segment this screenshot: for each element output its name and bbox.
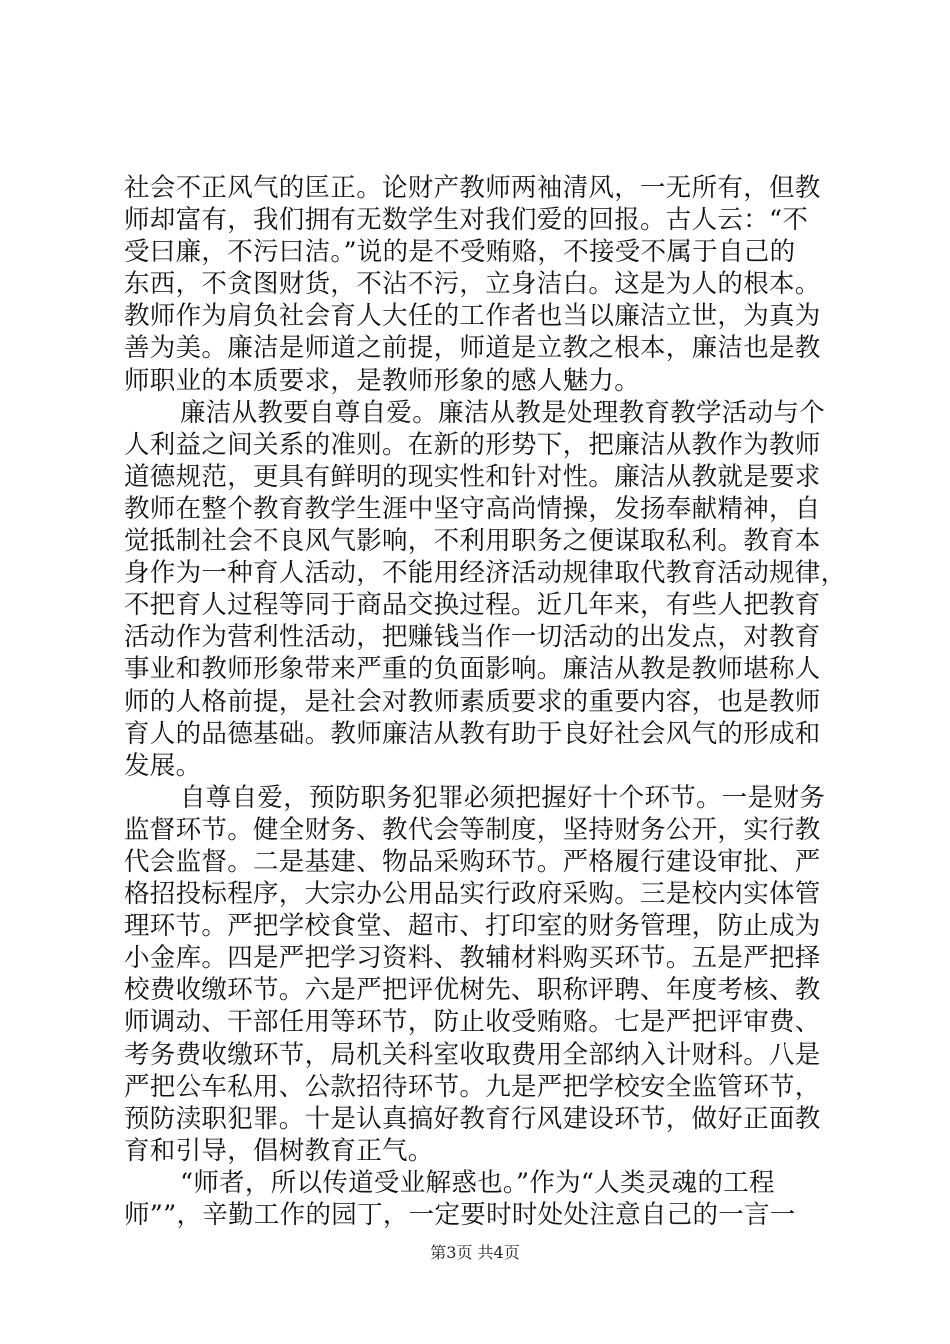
text-line: 理环节。严把学校食堂、超市、打印室的财务管理，防止成为	[124, 911, 821, 942]
text-line: “师者，所以传道受业解惑也。”作为“人类灵魂的工程	[180, 1167, 775, 1198]
text-line: 校费收缴环节。六是严把评优树先、职称评聘、年度考核、教	[124, 975, 821, 1006]
text-line: 育人的品德基础。教师廉洁从教有助于良好社会风气的形成和	[124, 718, 821, 749]
text-line: 善为美。廉洁是师道之前提，师道是立教之根本，廉洁也是教	[124, 333, 821, 364]
text-line: 不把育人过程等同于商品交换过程。近几年来，有些人把教育	[124, 590, 821, 621]
text-line: 身作为一种育人活动，不能用经济活动规律取代教育活动规律，	[124, 558, 847, 589]
text-line: 考务费收缴环节，局机关科室收取费用全部纳入计财科。八是	[124, 1039, 821, 1070]
text-line: 师的人格前提，是社会对教师素质要求的重要内容，也是教师	[124, 686, 821, 717]
text-line: 严把公车私用、公款招待环节。九是严把学校安全监管环节，	[124, 1071, 821, 1102]
text-line: 人利益之间关系的准则。在新的形势下，把廉洁从教作为教师	[124, 429, 821, 460]
text-line: 事业和教师形象带来严重的负面影响。廉洁从教是教师堪称人	[124, 654, 821, 685]
text-line: 社会不正风气的匡正。论财产教师两袖清风，一无所有，但教	[124, 173, 821, 203]
text-line: 育和引导，倡树教育正气。	[124, 1135, 434, 1166]
text-line: 格招投标程序，大宗办公用品实行政府采购。三是校内实体管	[124, 879, 821, 910]
text-line: 觉抵制社会不良风气影响，不利用职务之便谋取私利。教育本	[124, 526, 821, 557]
text-line: 东西，不贪图财货，不沾不污，立身洁白。这是为人的根本。	[124, 269, 821, 300]
text-line: 师职业的本质要求，是教师形象的感人魅力。	[124, 365, 641, 396]
document-body	[124, 172, 847, 1231]
page-number-footer: 第3页 共4页	[430, 1243, 520, 1262]
text-line: 师却富有，我们拥有无数学生对我们爱的回报。古人云：“不	[124, 205, 809, 236]
text-line: 师””，辛勤工作的园丁，一定要时时处处注意自己的一言一	[124, 1200, 796, 1230]
text-line: 自尊自爱，预防职务犯罪必须把握好十个环节。一是财务	[180, 782, 826, 813]
text-line: 道德规范，更具有鲜明的现实性和针对性。廉洁从教就是要求	[124, 461, 821, 492]
text-line: 师调动、干部任用等环节，防止收受贿赂。七是严把评审费、	[124, 1007, 821, 1038]
text-line: 监督环节。健全财务、教代会等制度，坚持财务公开，实行教	[124, 814, 821, 845]
text-line: 小金库。四是严把学习资料、教辅材料购买环节。五是严把择	[124, 943, 821, 974]
text-line: 预防渎职犯罪。十是认真搞好教育行风建设环节，做好正面教	[124, 1103, 821, 1134]
text-line: 受曰廉，不污曰洁。”说的是不受贿赂，不接受不属于自己的	[124, 237, 796, 268]
text-line: 发展。	[124, 750, 202, 781]
text-line: 教师在整个教育教学生涯中坚守高尚情操，发扬奉献精神，自	[124, 493, 821, 524]
text-line: 活动作为营利性活动，把赚钱当作一切活动的出发点，对教育	[124, 622, 821, 653]
text-line: 廉洁从教要自尊自爱。廉洁从教是处理教育教学活动与个	[180, 397, 826, 428]
text-line: 教师作为肩负社会育人大任的工作者也当以廉洁立世，为真为	[124, 301, 821, 332]
text-line: 代会监督。二是基建、物品采购环节。严格履行建设审批、严	[124, 846, 821, 877]
